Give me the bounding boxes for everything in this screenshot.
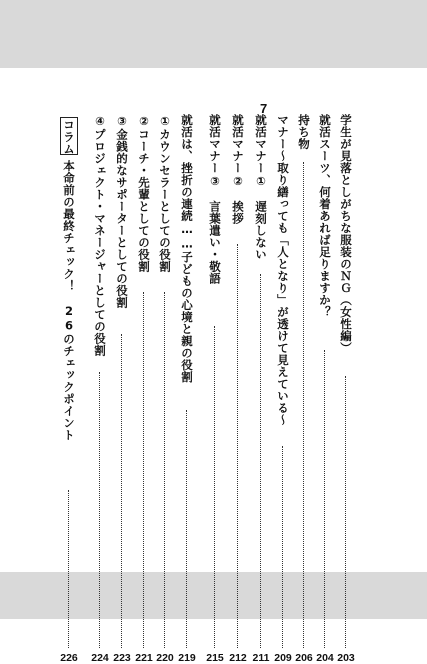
toc-page-number: 206: [295, 652, 313, 664]
leader-dots: [121, 334, 122, 648]
leader-dots: [214, 326, 215, 648]
toc-title: 本命前の最終チェック！ 26のチェックポイント: [62, 160, 76, 441]
leader-dots: [260, 274, 261, 648]
toc-page-number: 215: [206, 652, 224, 664]
toc-page-number: 226: [60, 652, 78, 664]
toc-title: 就活は、挫折の連続……子どもの心境と親の役割: [180, 114, 194, 383]
top-margin-band: [0, 0, 427, 68]
leader-dots: [345, 376, 346, 648]
toc-title: 就活マナー② 挨拶: [231, 114, 245, 225]
leader-dots: [186, 410, 187, 648]
toc-title: 就活マナー① 遅刻しない: [254, 114, 268, 261]
toc-title: 就活マナー③ 言葉遣い・敬語: [208, 114, 222, 285]
toc-title: ③金銭的なサポーターとしての役割: [115, 114, 129, 309]
toc-title: 持ち物: [297, 114, 311, 150]
leader-dots: [164, 292, 165, 648]
column-label-box: [60, 117, 78, 155]
toc-title: マナー～取り繕っても「人となり」が透けて見えている～: [276, 114, 290, 426]
leader-dots: [143, 292, 144, 648]
toc-page-number: 209: [274, 652, 292, 664]
toc-page-number: 221: [135, 652, 153, 664]
leader-dots: [237, 244, 238, 648]
toc-page-number: 223: [113, 652, 131, 664]
leader-dots: [303, 162, 304, 648]
toc-page-number: 204: [316, 652, 334, 664]
leader-dots: [324, 350, 325, 648]
toc-title: ②コーチ・先輩としての役割: [137, 114, 151, 273]
toc-title: 学生が見落としがちな服装のＮＧ（女性編）: [339, 114, 353, 354]
leader-dots: [282, 446, 283, 648]
toc-page-number: 220: [156, 652, 174, 664]
toc-page-number: 211: [252, 652, 270, 664]
toc-title: ④プロジェクト・マネージャーとしての役割: [93, 114, 107, 357]
leader-dots: [68, 490, 69, 648]
leader-dots: [99, 372, 100, 648]
toc-page-number: 219: [178, 652, 196, 664]
toc-title: 就活スーツ、何着あれば足りますか？: [318, 114, 332, 318]
toc-page-number: 224: [91, 652, 109, 664]
toc-page-number: 212: [229, 652, 247, 664]
chapter-number: 7: [260, 101, 268, 116]
column-label: コラム: [62, 119, 76, 155]
toc-title: ①カウンセラーとしての役割: [158, 114, 172, 273]
toc-page-number: 203: [337, 652, 355, 664]
